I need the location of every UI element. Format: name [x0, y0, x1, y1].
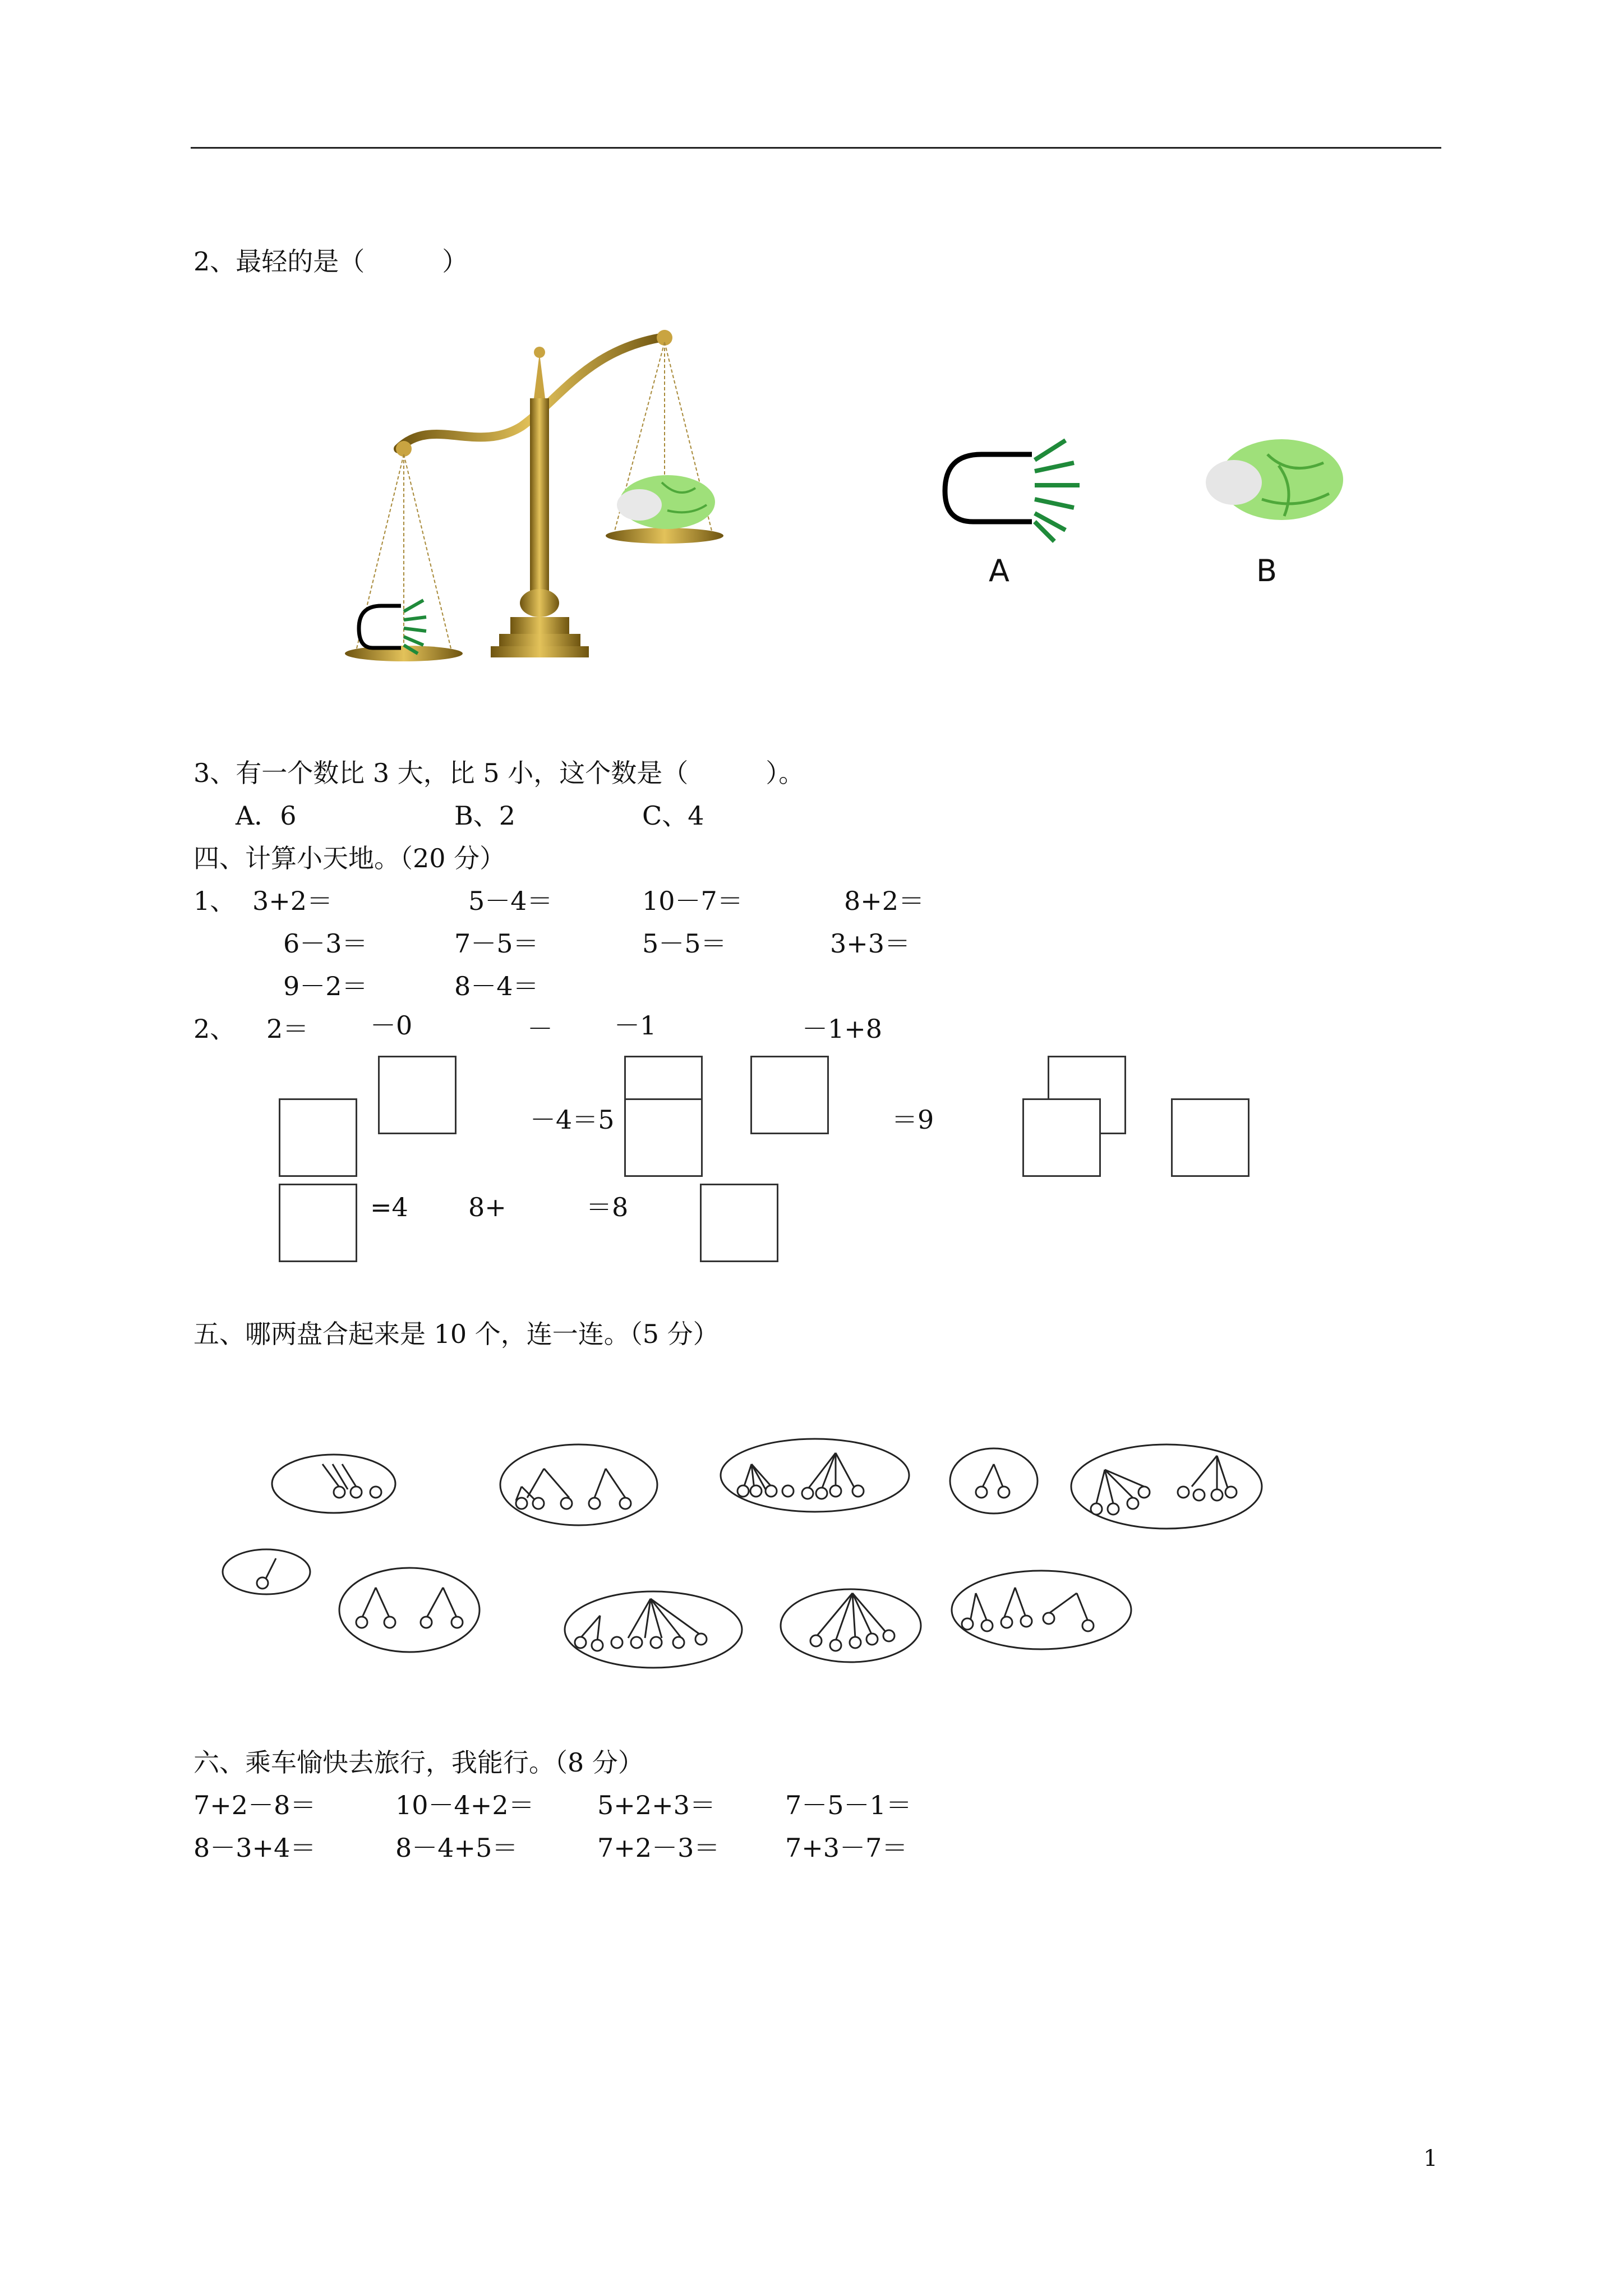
calc-expression: 10－4+2＝: [395, 1790, 534, 1820]
calc-expression: 7+2－8＝: [193, 1790, 316, 1820]
answer-box[interactable]: [624, 1098, 703, 1177]
option-b-label: B: [1256, 553, 1278, 588]
part-2-fragment: 8+: [468, 1192, 506, 1222]
option-b-cabbage-image: [1200, 432, 1346, 527]
part-2-label: 2、: [193, 1014, 236, 1044]
question-3-title: 3、有一个数比 3 大，比 5 小，这个数是（ ）。: [193, 758, 805, 788]
calc-expression: 8－4＝: [454, 971, 539, 1001]
question-2-title: 2、最轻的是（ ）: [193, 246, 468, 277]
plates-diagram: [213, 1419, 1279, 1677]
calc-expression: 3+2＝: [252, 886, 333, 916]
section-4-title: 四、计算小天地。（20 分）: [193, 843, 506, 873]
header-rule: [191, 147, 1441, 149]
answer-box[interactable]: [279, 1184, 357, 1262]
answer-box[interactable]: [700, 1184, 778, 1262]
calc-expression: 8+2＝: [844, 886, 925, 916]
calc-expression: 7+2－3＝: [597, 1833, 720, 1863]
part-2-fragment: ＝8: [586, 1192, 629, 1222]
calc-expression: 7－5－1＝: [785, 1790, 912, 1820]
calc-expression: 8－4+5＝: [395, 1833, 518, 1863]
calc-expression: 3+3＝: [830, 928, 911, 959]
answer-box[interactable]: [279, 1098, 357, 1177]
option-a-radish-image: [939, 432, 1091, 544]
question-3-option-b: B、2: [454, 800, 516, 831]
part-2-fragment: －0: [370, 1010, 413, 1041]
answer-box[interactable]: [1171, 1098, 1249, 1177]
calc-expression: 9－2＝: [283, 971, 368, 1001]
question-3-option-c: C、4: [642, 800, 704, 831]
part-2-fragment: －: [527, 1014, 553, 1044]
part-2-fragment: =4: [370, 1192, 408, 1222]
calc-expression: 10－7＝: [642, 886, 743, 916]
section-5-title: 五、哪两盘合起来是 10 个，连一连。（5 分）: [193, 1319, 719, 1349]
section-6-title: 六、乘车愉快去旅行，我能行。（8 分）: [193, 1747, 644, 1778]
balance-scale-image: [348, 314, 751, 673]
calc-expression: 7+3－7＝: [785, 1833, 908, 1863]
calc-expression: 5－5＝: [642, 928, 727, 959]
calc-expression: 5－4＝: [468, 886, 553, 916]
calc-expression: 8－3+4＝: [193, 1833, 316, 1863]
answer-box[interactable]: [750, 1056, 829, 1134]
part-1-label: 1、: [193, 886, 236, 916]
part-2-fragment: ＝9: [892, 1105, 934, 1135]
question-3-option-a: A．6: [236, 800, 297, 831]
answer-box[interactable]: [1022, 1098, 1101, 1177]
part-2-fragment: 2＝: [266, 1014, 309, 1044]
page-number: 1: [1423, 2146, 1438, 2171]
answer-box[interactable]: [378, 1056, 457, 1134]
part-2-fragment: －1+8: [802, 1014, 883, 1044]
calc-expression: 5+2+3＝: [597, 1790, 716, 1820]
calc-expression: 6－3＝: [283, 928, 368, 959]
part-2-fragment: －1: [614, 1010, 657, 1041]
part-2-fragment: －4＝5: [530, 1105, 615, 1135]
option-a-label: A: [989, 553, 1009, 588]
calc-expression: 7－5＝: [454, 928, 539, 959]
